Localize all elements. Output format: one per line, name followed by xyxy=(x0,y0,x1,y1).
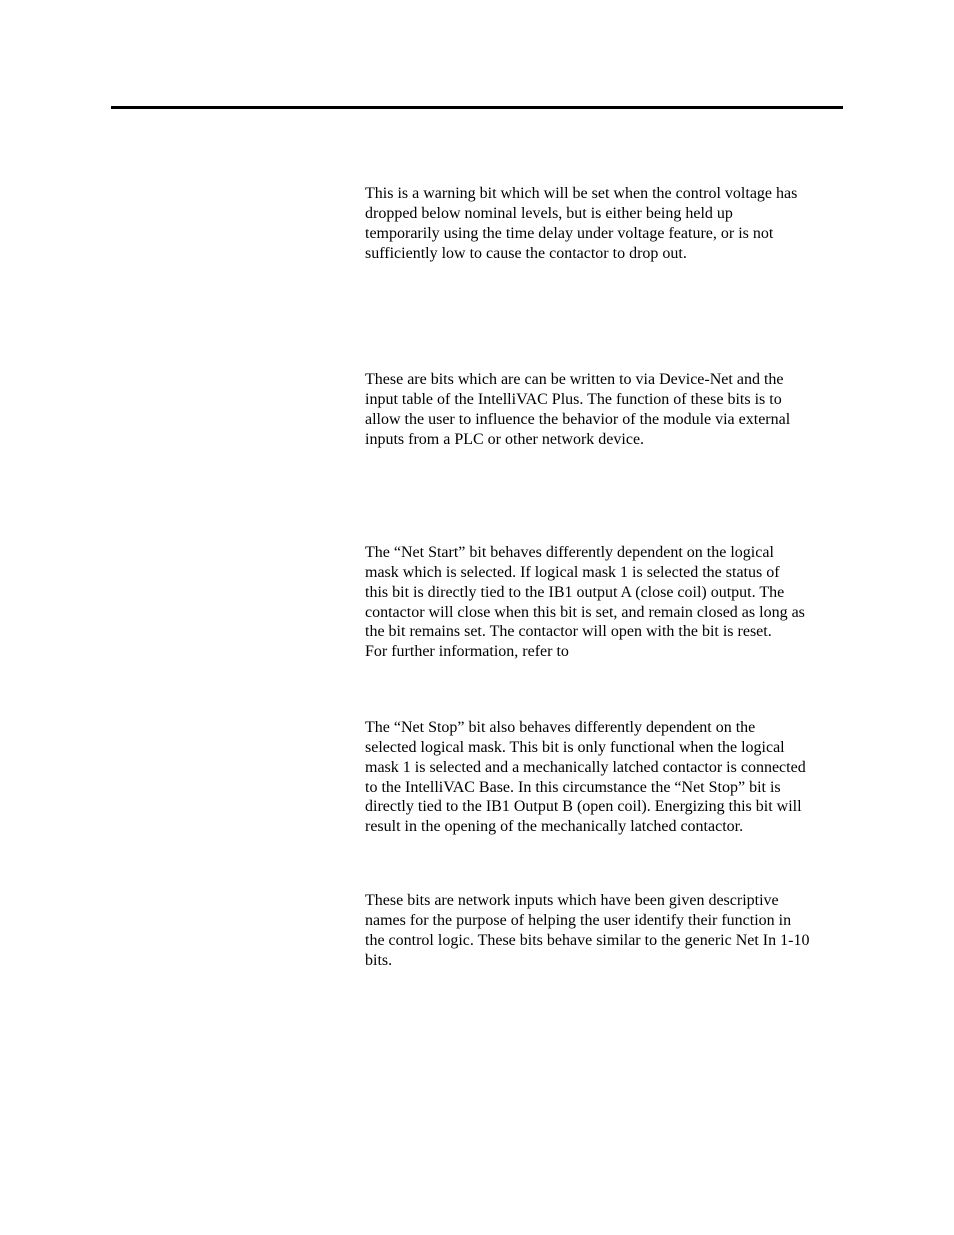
text-line: These are bits which are can be written to via Device-Net and the xyxy=(365,371,784,388)
text-line: input table of the IntelliVAC Plus. The function of these bits is to xyxy=(365,390,782,408)
text-line: inputs from a PLC or other network device. xyxy=(365,430,645,448)
text-line: This is a warning bit which will be set when the control voltage has xyxy=(365,185,798,202)
text-line: temporarily using the time delay under voltage feature, or is not xyxy=(365,224,774,242)
text-line: this bit is directly tied to the IB1 output A (close coil) output. The xyxy=(365,583,785,601)
text-line: The “Net Stop” bit also behaves differently dependent on the xyxy=(365,719,756,736)
text-line: mask which is selected. If logical mask 1 is selected the status of xyxy=(365,563,780,581)
text-line: mask 1 is selected and a mechanically latched contactor is connected xyxy=(365,758,806,776)
text-line: to the IntelliVAC Base. In this circumstance the “Net Stop” bit is xyxy=(365,778,781,796)
text-line: bits. xyxy=(365,951,393,969)
text-line: allow the user to influence the behavior of the module via external xyxy=(365,410,791,428)
text-line: The “Net Start” bit behaves differently dependent on the logical xyxy=(365,544,774,561)
header-rule xyxy=(111,106,843,109)
text-line: the bit remains set. The contactor will open with the bit is reset. xyxy=(365,623,772,641)
text-line: contactor will close when this bit is set, and remain closed as long as xyxy=(365,603,805,621)
text-line: dropped below nominal levels, but is either being held up xyxy=(365,204,733,222)
paragraph-network-input-bits xyxy=(365,370,845,449)
text-line: selected logical mask. This bit is only functional when the logical xyxy=(365,738,785,756)
text-line: names for the purpose of helping the user identify their function in xyxy=(365,911,792,929)
text-line: sufficiently low to cause the contactor to drop out. xyxy=(365,244,687,262)
paragraph-net-start xyxy=(365,543,845,662)
paragraph-control-voltage-warning xyxy=(365,184,845,263)
text-line: the control logic. These bits behave similar to the generic Net In 1-10 xyxy=(365,931,810,949)
paragraph-net-stop xyxy=(365,718,845,837)
text-line: These bits are network inputs which have been given descriptive xyxy=(365,892,779,909)
text-line: result in the opening of the mechanically latched contactor. xyxy=(365,818,744,836)
text-line: For further information, refer to xyxy=(365,643,569,661)
paragraph-descriptive-network-inputs xyxy=(365,891,845,970)
text-line: directly tied to the IB1 Output B (open coil). Energizing this bit will xyxy=(365,798,802,816)
